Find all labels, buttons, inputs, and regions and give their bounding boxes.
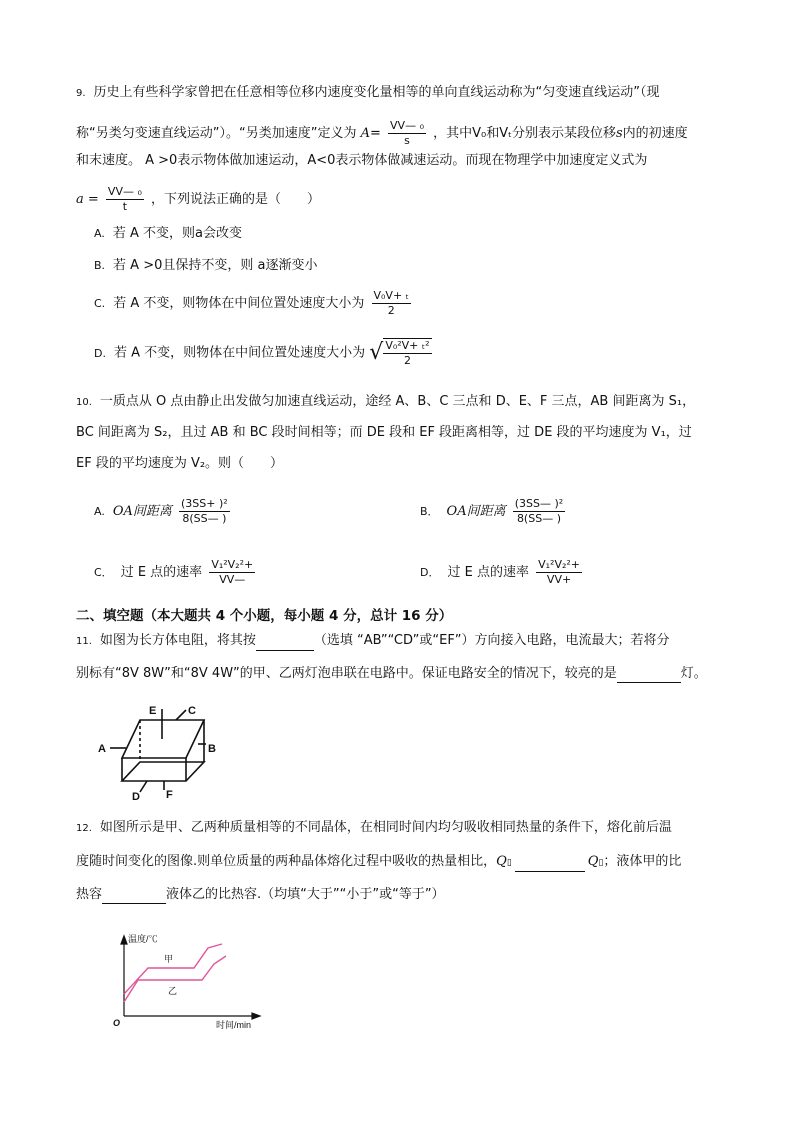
- q9-a-numerator: VV— ₀: [107, 185, 142, 198]
- label-b: B: [208, 743, 216, 755]
- q9-A-fraction: [388, 119, 426, 148]
- q9-text-2b: ，其中V₀和Vₜ分别表示某段位移: [433, 126, 616, 141]
- fraction-denominator: VV+: [546, 573, 572, 586]
- q9-option-a[interactable]: [94, 225, 242, 243]
- q9-A-symbol: A: [360, 126, 370, 141]
- q12-line-2: [76, 853, 681, 872]
- fraction-numerator: V₀²V+ ₜ²: [385, 339, 430, 352]
- cuboid-top-face: [122, 720, 204, 758]
- label-a: A: [98, 743, 106, 755]
- q9-s-symbol: s: [615, 126, 623, 141]
- q12-q1-symbol: Q: [496, 854, 507, 869]
- q12-text-2a: 度随时间变化的图像.则单位质量的两种晶体熔化过程中吸收的热量相比，: [76, 854, 497, 869]
- q12-text-3b: 液体乙的比热容.（均填“大于”“小于”或“等于”）: [166, 887, 445, 902]
- q11-number: 11.: [76, 636, 92, 647]
- fraction-numerator: (3SS— )²: [514, 497, 564, 510]
- d-lead: [140, 781, 147, 792]
- q9-c-fraction: [372, 289, 411, 318]
- q11-line-1: [76, 632, 670, 651]
- fraction-numerator: V₀V+ ₜ: [373, 289, 409, 302]
- q9-text-4: ，下列说法正确的是（ ）: [151, 192, 321, 207]
- q12-temperature-graph: [104, 932, 274, 1032]
- q9-a-fraction: [106, 185, 144, 214]
- q9-line-4: [76, 185, 320, 214]
- option-label: B．: [420, 505, 439, 518]
- q9-A-numerator: VV— ₀: [390, 119, 424, 132]
- label-f: F: [166, 789, 173, 801]
- q10-a-fraction: [179, 497, 230, 526]
- origin-label: O: [113, 1018, 121, 1028]
- q12-q2-symbol: Q: [587, 854, 599, 869]
- cuboid-bottom-face: [122, 762, 204, 781]
- q12-blank-2[interactable]: [102, 889, 166, 904]
- x-axis-label: 时间/min: [216, 1020, 252, 1030]
- fraction-denominator: 8(SS— ): [516, 512, 561, 525]
- q12-q1-subscript: ▯: [506, 858, 512, 868]
- q11-text-1a: 如图为长方体电阻，将其按: [99, 633, 256, 648]
- fraction-denominator: 8(SS— ): [182, 512, 227, 525]
- q10-line-3: EF 段的平均速度为 V₂。则（ ）: [76, 456, 284, 471]
- option-text: 过 E 点的速率: [120, 565, 203, 580]
- q11-blank-1[interactable]: [256, 636, 314, 651]
- q12-blank-1[interactable]: [515, 857, 585, 872]
- series-jia-label: 甲: [164, 954, 174, 964]
- option-label: A.: [94, 505, 105, 518]
- q9-a-denominator: t: [122, 200, 128, 213]
- q9-text-2a: 称“另类匀变速直线运动”）。“另类加速度”定义为: [76, 126, 357, 141]
- q12-q2-subscript: ▯: [598, 858, 604, 868]
- q9-number: 9.: [76, 88, 86, 99]
- q10-text-1: 一质点从 O 点由静止出发做匀加速直线运动，途经 A、B、C 三点和 D、E、F 三点，AB 间距离为 S₁，: [99, 394, 696, 409]
- option-text: 若 A >0且保持不变，则 a逐渐变小: [113, 258, 318, 273]
- option-text: OA间距离: [112, 504, 172, 519]
- q12-text-1: 如图所示是甲、乙两种质量相等的不同晶体，在相同时间内均匀吸收相同热量的条件下，熔化前后温: [99, 820, 672, 835]
- q9-d-fraction: [383, 338, 431, 368]
- option-text: 若 A 不变，则物体在中间位置处速度大小为: [113, 296, 365, 311]
- q10-option-d[interactable]: [420, 558, 585, 587]
- c-lead: [176, 710, 186, 720]
- option-label: C.: [94, 297, 106, 310]
- q10-option-c[interactable]: [94, 558, 258, 587]
- fraction-numerator: V₁²V₂²+: [211, 558, 254, 571]
- q9-text-2c: 内的初速度: [622, 126, 688, 141]
- q9-a-lhs: a =: [76, 192, 99, 207]
- series-yi-label: 乙: [168, 986, 178, 996]
- fraction-denominator: 2: [387, 304, 395, 317]
- q9-option-b[interactable]: [94, 257, 317, 275]
- q11-text-1b: （选填 “AB”“CD”或“EF”）方向接入电路，电流最大；若将分: [313, 633, 670, 648]
- x-axis-arrow: [252, 1013, 260, 1019]
- q11-line-2: [76, 665, 707, 683]
- q11-cuboid-figure: [92, 700, 232, 804]
- q12-line-3: [76, 886, 445, 904]
- sqrt-sign: √: [369, 340, 384, 365]
- label-d: D: [132, 791, 140, 803]
- option-label: D.: [94, 346, 106, 360]
- q10-option-a[interactable]: [94, 497, 233, 526]
- q10-number: 10.: [76, 397, 92, 408]
- fraction-numerator: (3SS+ )²: [181, 497, 228, 510]
- q11-blank-2[interactable]: [617, 668, 681, 683]
- q9-option-d[interactable]: [94, 338, 435, 368]
- q10-option-b[interactable]: [420, 497, 568, 526]
- label-c: C: [188, 705, 196, 717]
- q9-line-3: 和末速度。 A >0表示物体做加速运动，A<0表示物体做减速运动。而现在物理学中加速度定义式为: [76, 153, 648, 168]
- y-axis-label: 温度/℃: [128, 934, 158, 944]
- fraction-denominator: 2: [403, 354, 411, 367]
- q9-A-denominator: s: [404, 134, 410, 147]
- q12-number: 12.: [76, 823, 92, 834]
- y-axis-arrow: [121, 936, 127, 944]
- section-heading-fill-in: 二、填空题（本大题共 4 个小题，每小题 4 分，总计 16 分）: [76, 608, 453, 624]
- q9-option-c[interactable]: [94, 289, 414, 318]
- q10-line-1: [76, 393, 695, 412]
- q12-line-1: [76, 819, 672, 838]
- option-label: D．: [420, 566, 440, 579]
- option-text: 若 A 不变，则a会改变: [112, 226, 242, 241]
- q9-text-1: 历史上有些科学家曾把在任意相等位移内速度变化量相等的单向直线运动称为“匀变速直线运动”（现: [93, 85, 660, 100]
- option-label: A.: [94, 227, 105, 240]
- fraction-denominator: VV—: [219, 573, 246, 586]
- option-label: C．: [94, 566, 113, 579]
- q10-d-fraction: [536, 558, 582, 587]
- q11-text-2b: 灯。: [680, 666, 707, 681]
- option-label: B.: [94, 259, 106, 272]
- option-text: 过 E 点的速率: [447, 565, 529, 580]
- q9-line-1: [76, 84, 660, 103]
- q10-b-fraction: [513, 497, 565, 526]
- q12-text-2b: ；液体甲的比: [603, 854, 682, 869]
- q10-c-fraction: [209, 558, 255, 587]
- fraction-numerator: V₁²V₂²+: [538, 558, 581, 571]
- option-text: 若 A 不变，则物体在中间位置处速度大小为: [113, 345, 366, 361]
- option-text: OA间距离: [446, 504, 506, 519]
- q10-line-2: BC 间距离为 S₂，且过 AB 和 BC 段时间相等；而 DE 段和 EF 段距离相等，过 DE 段的平均速度为 V₁，过: [76, 425, 692, 440]
- q9-line-2: [76, 119, 688, 148]
- q9-A-equals: =: [369, 126, 381, 141]
- q11-text-2a: 别标有“8V 8W”和“8V 4W”的甲、乙两灯泡串联在电路中。保证电路安全的情况下，较亮的是: [76, 666, 617, 681]
- q12-text-3a: 热容: [76, 887, 103, 902]
- label-e: E: [149, 705, 157, 717]
